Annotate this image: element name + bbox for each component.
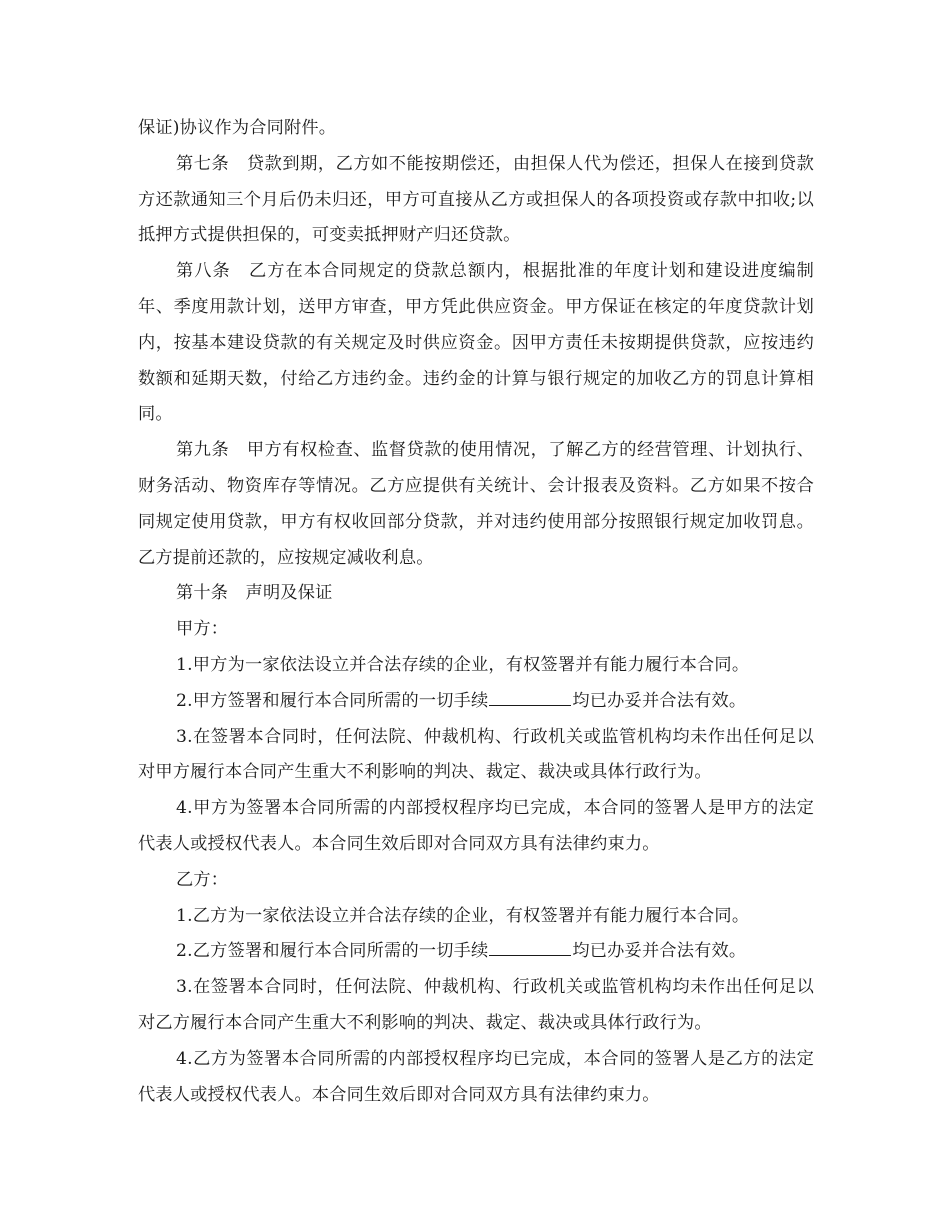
party-a-clause-2-start: 2.甲方签署和履行本合同所需的一切手续 [176, 690, 489, 711]
party-a-clause-2 [138, 684, 814, 720]
document-body [138, 111, 814, 1113]
party-b-clause-2-start: 2.乙方签署和履行本合同所需的一切手续 [176, 941, 489, 962]
article-9: 第九条 甲方有权检查、监督贷款的使用情况，了解乙方的经营管理、计划执行、财务活动、物资库存等情况。乙方应提供有关统计、会计报表及资料。乙方如果不按合同规定使用贷款，甲方有权收回部分贷款，并对违约使用部分按照银行规定加收罚息。乙方提前还款的，应按规定减收利息。 [138, 440, 814, 568]
party-a-heading: 甲方： [176, 619, 229, 640]
party-a-clause-4: 4.甲方为签署本合同所需的内部授权程序均已完成，本合同的签署人是甲方的法定代表人或授权代表人。本合同生效后即对合同双方具有法律约束力。 [138, 798, 814, 854]
party-a-clause-1: 1.甲方为一家依法设立并合法存续的企业，有权签署并有能力履行本合同。 [176, 654, 750, 675]
party-b-clause-4: 4.乙方为签署本合同所需的内部授权程序均已完成，本合同的签署人是乙方的法定代表人或授权代表人。本合同生效后即对合同双方具有法律约束力。 [138, 1048, 814, 1105]
party-b-clause-2 [138, 934, 814, 970]
party-a-clause-3: 3.在签署本合同时，任何法院、仲裁机构、行政机关或监管机构均未作出任何足以对甲方履行本合同产生重大不利影响的判决、裁定、裁决或具体行政行为。 [138, 726, 814, 783]
party-b-clause-1: 1.乙方为一家依法设立并合法存续的企业，有权签署并有能力履行本合同。 [176, 905, 750, 926]
party-a-clause-2-end: 均已办妥并合法有效。 [572, 690, 747, 711]
party-b-clause-3: 3.在签署本合同时，任何法院、仲裁机构、行政机关或监管机构均未作出任何足以对乙方履行本合同产生重大不利影响的判决、裁定、裁决或具体行政行为。 [138, 977, 814, 1033]
fill-in-blank[interactable] [489, 687, 571, 706]
paragraph-continuation: 保证)协议作为合同附件。 [138, 118, 337, 138]
article-8: 第八条 乙方在本合同规定的贷款总额内，根据批准的年度计划和建设进度编制年、季度用款计划，送甲方审查，甲方凭此供应资金。甲方保证在核定的年度贷款计划内，按基本建设贷款的有关规定及时供应资金。因甲方责任未按期提供贷款，应按违约数额和延期天数，付给乙方违约金。违约金的计算与银行规定的加收乙方的罚息计算相同。 [138, 261, 814, 425]
party-b-heading: 乙方： [176, 869, 229, 890]
article-10-heading: 第十条 声明及保证 [176, 583, 333, 604]
party-b-clause-2-end: 均已办妥并合法有效。 [572, 941, 747, 962]
fill-in-blank[interactable] [489, 937, 571, 956]
article-7: 第七条 贷款到期，乙方如不能按期偿还，由担保人代为偿还，担保人在接到贷款方还款通知三个月后仍未归还，甲方可直接从乙方或担保人的各项投资或存款中扣收;以抵押方式提供担保的，可变卖抵押财产归还贷款。 [138, 153, 814, 246]
